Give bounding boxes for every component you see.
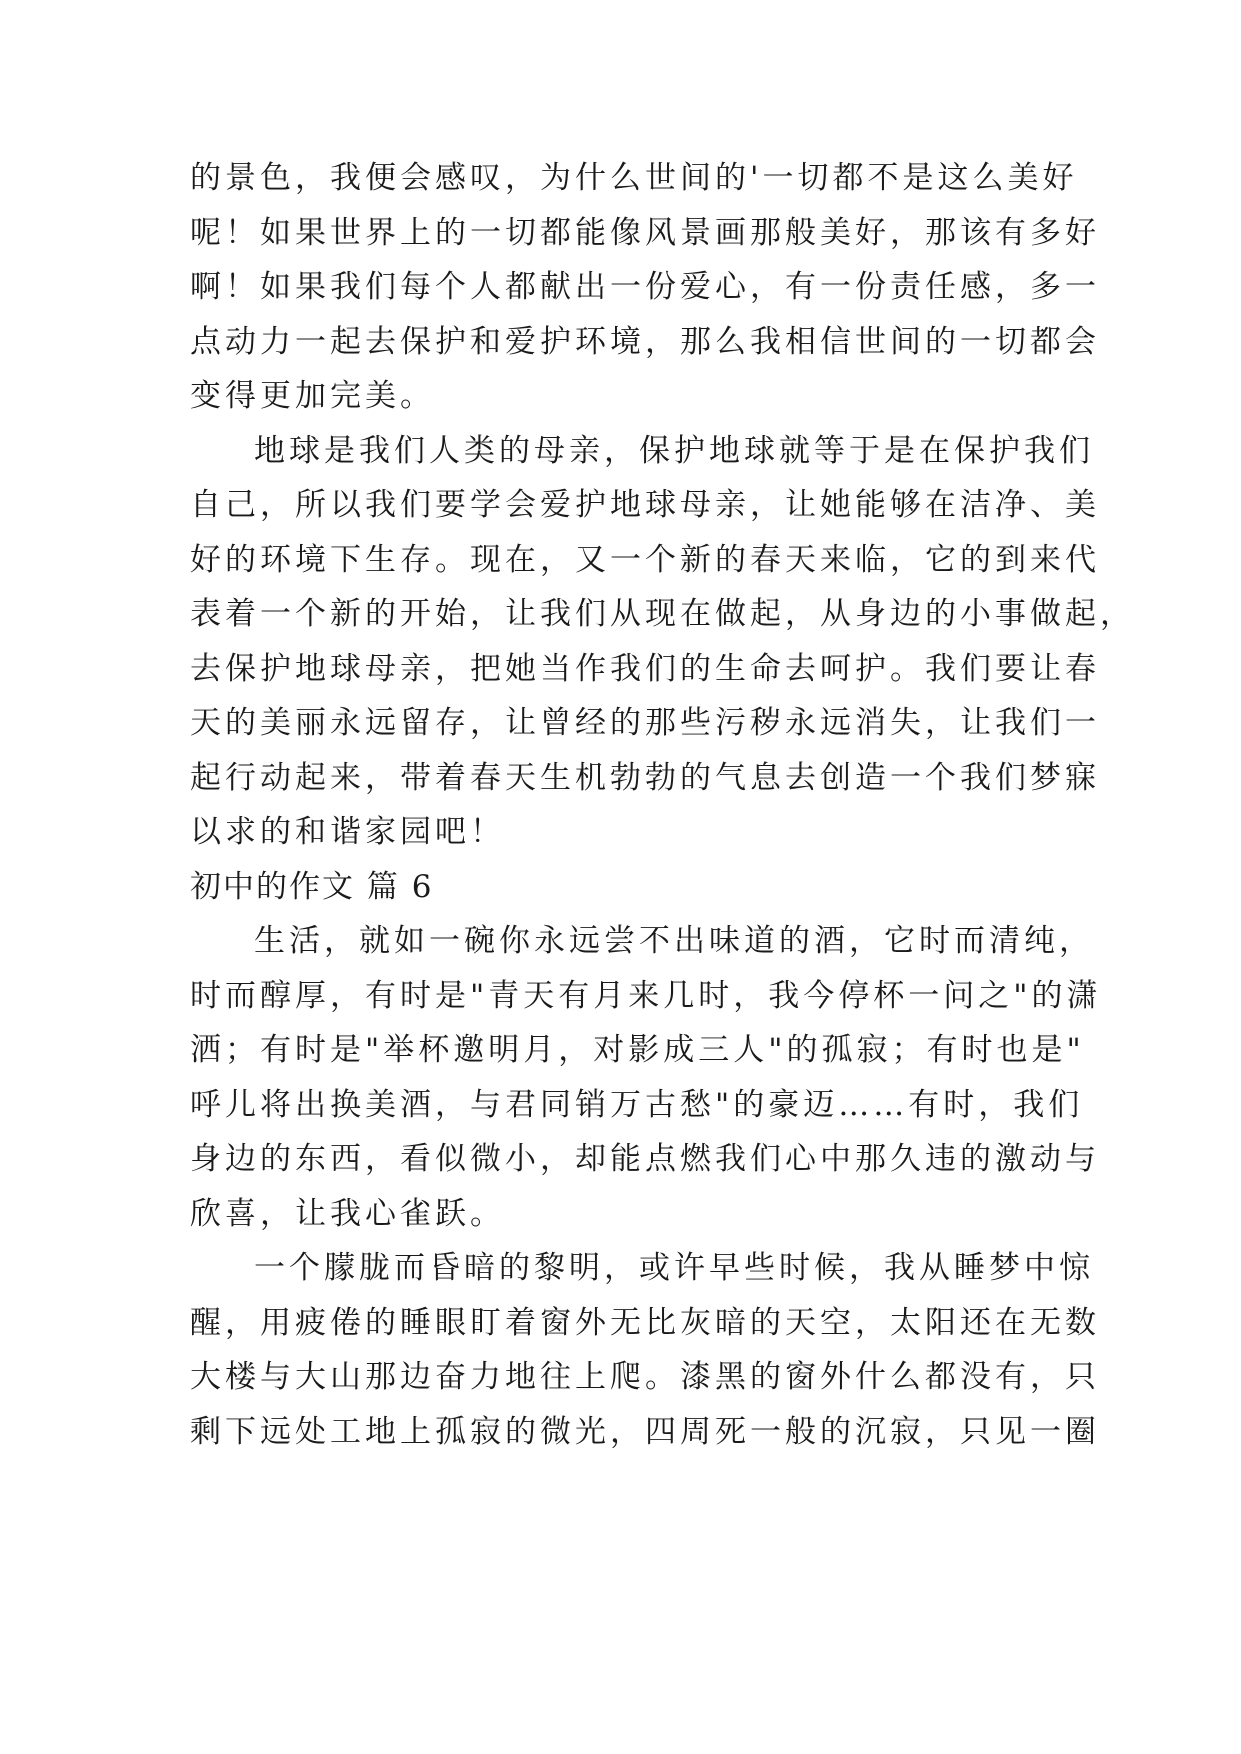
section-heading: 初中的作文 篇 6	[190, 869, 434, 905]
text-line: 地球是我们人类的母亲，保护地球就等于是在保护我们	[254, 433, 1094, 469]
text-line: 大楼与大山那边奋力地往上爬。漆黑的窗外什么都没有，只	[190, 1359, 1100, 1395]
text-line: 呢！如果世界上的一切都能像风景画那般美好，那该有多好	[190, 215, 1100, 251]
text-line: 欣喜，让我心雀跃。	[190, 1196, 505, 1232]
text-line: 洒；有时是"举杯邀明月，对影成三人"的孤寂；有时也是"	[190, 1032, 1085, 1068]
text-line: 剩下远处工地上孤寂的微光，四周死一般的沉寂，只见一圈	[190, 1414, 1100, 1450]
text-line: 生活，就如一碗你永远尝不出味道的酒，它时而清纯，	[254, 923, 1094, 959]
text-line: 一个朦胧而昏暗的黎明，或许早些时候，我从睡梦中惊	[254, 1250, 1094, 1286]
text-line: 天的美丽永远留存，让曾经的那些污秽永远消失，让我们一	[190, 705, 1100, 741]
text-line: 以求的和谐家园吧！	[190, 814, 505, 850]
text-line: 变得更加完美。	[190, 378, 435, 414]
text-line: 好的环境下生存。现在，又一个新的春天来临，它的到来代	[190, 542, 1100, 578]
text-line: 去保护地球母亲，把她当作我们的生命去呵护。我们要让春	[190, 651, 1100, 687]
text-line: 点动力一起去保护和爱护环境，那么我相信世间的一切都会	[190, 324, 1100, 360]
text-line: 时而醇厚，有时是"青天有月来几时，我今停杯一问之"的潇	[190, 978, 1102, 1014]
text-line: 啊！如果我们每个人都献出一份爱心，有一份责任感，多一	[190, 269, 1100, 305]
text-line: 表着一个新的开始，让我们从现在做起，从身边的小事做起，	[190, 596, 1135, 632]
text-line: 醒，用疲倦的睡眼盯着窗外无比灰暗的天空，太阳还在无数	[190, 1305, 1100, 1341]
text-line: 身边的东西，看似微小，却能点燃我们心中那久违的激动与	[190, 1141, 1100, 1177]
text-line: 呼儿将出换美酒，与君同销万古愁"的豪迈……有时，我们	[190, 1087, 1084, 1123]
text-line: 自己，所以我们要学会爱护地球母亲，让她能够在洁净、美	[190, 487, 1100, 523]
text-line: 的景色，我便会感叹，为什么世间的'一切都不是这么美好	[190, 160, 1078, 196]
text-line: 起行动起来，带着春天生机勃勃的气息去创造一个我们梦寐	[190, 760, 1100, 796]
